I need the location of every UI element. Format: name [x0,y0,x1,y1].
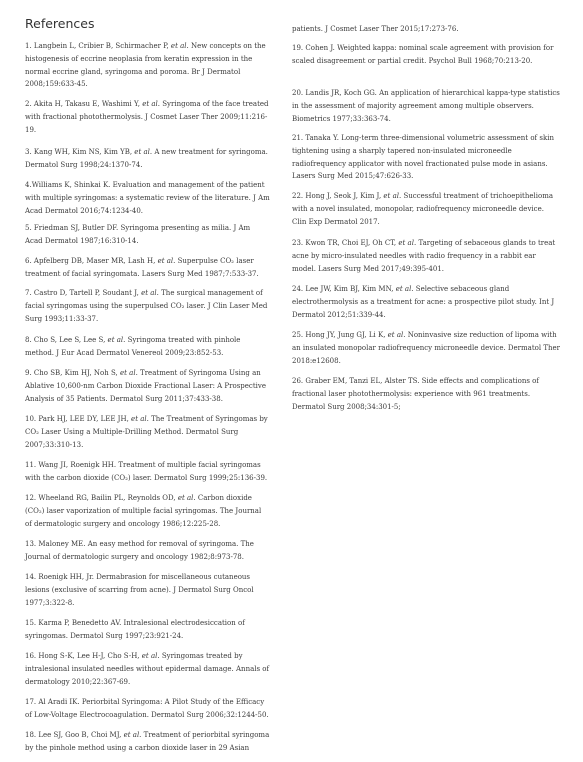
reference-18: 18. Lee SJ, Goo B, Choi MJ, et al. Treatment of periorbital syringoma by the pinhole method using a carbon dioxide laser in 29 Asian [25,731,270,752]
reference-16: 16. Hong S-K, Lee H-J, Cho S-H, et al. Syringomas treated by intralesional insulated needles without epidermal damage. Annals of dermatology 2010;22:367-69. [25,652,270,686]
reference-21: 21. Tanaka Y. Long-term three-dimensional volumetric assessment of skin tightening using a sharply tapered non-insulated microneedle radiofrequency applicator with novel fractionated pulse mode in asians. Lasers Surg Med 2015;47:626-33. [292,134,554,181]
reference-9: 9. Cho SB, Kim HJ, Noh S, et al. Treatment of Syringoma Using an Ablative 10,600-nm Carbon Dioxide Fractional Laser: A Prospective Analysis of 35 Patients. Dermatol Surg 2011;37:433-38. [25,369,266,403]
reference-8: 8. Cho S, Lee S, Lee S, et al. Syringoma treated with pinhole method. J Eur Acad Dermatol Venereol 2009;23:852-53. [25,336,241,357]
reference-14: 14. Roenigk HH, Jr. Dermabrasion for miscellaneous cutaneous lesions (exclusive of scarring from acne). J Dermatol Surg Oncol 1977;3:322-8. [25,573,254,607]
references-heading: References [25,16,95,31]
reference-15: 15. Karma P, Benedetto AV. Intralesional electrodesiccation of syringomas. Dermatol Surg 1997;23:921-24. [25,619,245,640]
reference-3: 3. Kang WH, Kim NS, Kim YB, et al. A new treatment for syringoma. Dermatol Surg 1998;24:1370-74. [25,148,268,169]
reference-11: 11. Wang JI, Roenigk HH. Treatment of multiple facial syringomas with the carbon dioxide (CO₂) laser. Dermatol Surg 1999;25:136-39. [25,461,268,482]
reference-17: 17. Al Aradi IK. Periorbital Syringoma: A Pilot Study of the Efficacy of Low-Voltage Electrocoagulation. Dermatol Surg 2006;32:1244-50. [25,698,269,719]
reference-20: 20. Landis JR, Koch GG. An application of hierarchical kappa-type statistics in the assessment of majority agreement among multiple observers. Biometrics 1977;33:363-74. [292,89,560,123]
reference-4: 4.Williams K, Shinkai K. Evaluation and management of the patient with multiple syringomas: a systematic review of the literature. J Am Acad Dermatol 2016;74:1234-40. [25,181,270,215]
reference-6: 6. Apfelberg DB, Maser MR, Lash H, et al. Superpulse CO₂ laser treatment of facial syringomata. Lasers Surg Med 1987;7:533-37. [25,257,259,278]
reference-12: 12. Wheeland RG, Bailin PL, Reynolds OD, et al. Carbon dioxide (CO₂) laser vaporization of multiple facial syringomas. The Journal of dermatologic surgery and oncology 1986;12:225-28. [25,494,262,528]
reference-24: 24. Lee JW, Kim BJ, Kim MN, et al. Selective sebaceous gland electrothermolysis as a treatment for acne: a prospective pilot study. Int J Dermatol 2012;51:339-44. [292,285,555,319]
reference-18-continued: patients. J Cosmet Laser Ther 2015;17:273-76. [292,25,459,33]
reference-7: 7. Castro D, Tartell P, Soudant J, et al. The surgical management of facial syringomas using the superpulsed CO₂ laser. J Clin Laser Med Surg 1993;11:33-37. [25,289,268,323]
reference-1: 1. Langbein L, Cribier B, Schirmacher P, et al. New concepts on the histogenesis of eccrine neoplasia from keratin expression in the normal eccrine gland, syringoma and poroma. Br J Dermatol 2008;159:633-45. [25,42,266,89]
reference-10: 10. Park HJ, LEE DY, LEE JH, et al. The Treatment of Syringomas by CO₂ Laser Using a Multiple-Drilling Method. Dermatol Surg 2007;33:310-13. [25,415,268,449]
reference-25: 25. Hong JY, Jung GJ, Li K, et al. Noninvasive size reduction of lipoma with an insulated monopolar radiofrequency microneedle device. Dermatol Ther 2018:e12608. [292,331,560,365]
reference-2: 2. Akita H, Takasu E, Washimi Y, et al. Syringoma of the face treated with fractional photothermolysis. J Cosmet Laser Ther 2009;11:216-19. [25,100,269,134]
reference-23: 23. Kwon TR, Choi EJ, Oh CT, et al. Targeting of sebaceous glands to treat acne by micro-insulated needles with radio frequency in a rabbit ear model. Lasers Surg Med 2017;49:395-401. [292,239,556,273]
reference-19: 19. Cohen J. Weighted kappa: nominal scale agreement with provision for scaled disagreement or partial credit. Psychol Bull 1968;70:213-20. [292,44,554,65]
reference-22: 22. Hong J, Seok J, Kim J, et al. Successful treatment of trichoepithelioma with a novel insulated, monopolar, radiofrequency microneedle device. Clin Exp Dermatol 2017. [292,192,554,226]
reference-26: 26. Graber EM, Tanzi EL, Alster TS. Side effects and complications of fractional laser photothermolysis: experience with 961 treatments. Dermatol Surg 2008;34:301-5; [292,377,539,411]
reference-5: 5. Friedman SJ, Butler DF. Syringoma presenting as milia. J Am Acad Dermatol 1987;16:310-14. [25,224,251,245]
reference-13: 13. Maloney ME. An easy method for removal of syringoma. The Journal of dermatologic surgery and oncology 1982;8:973-78. [25,540,254,561]
